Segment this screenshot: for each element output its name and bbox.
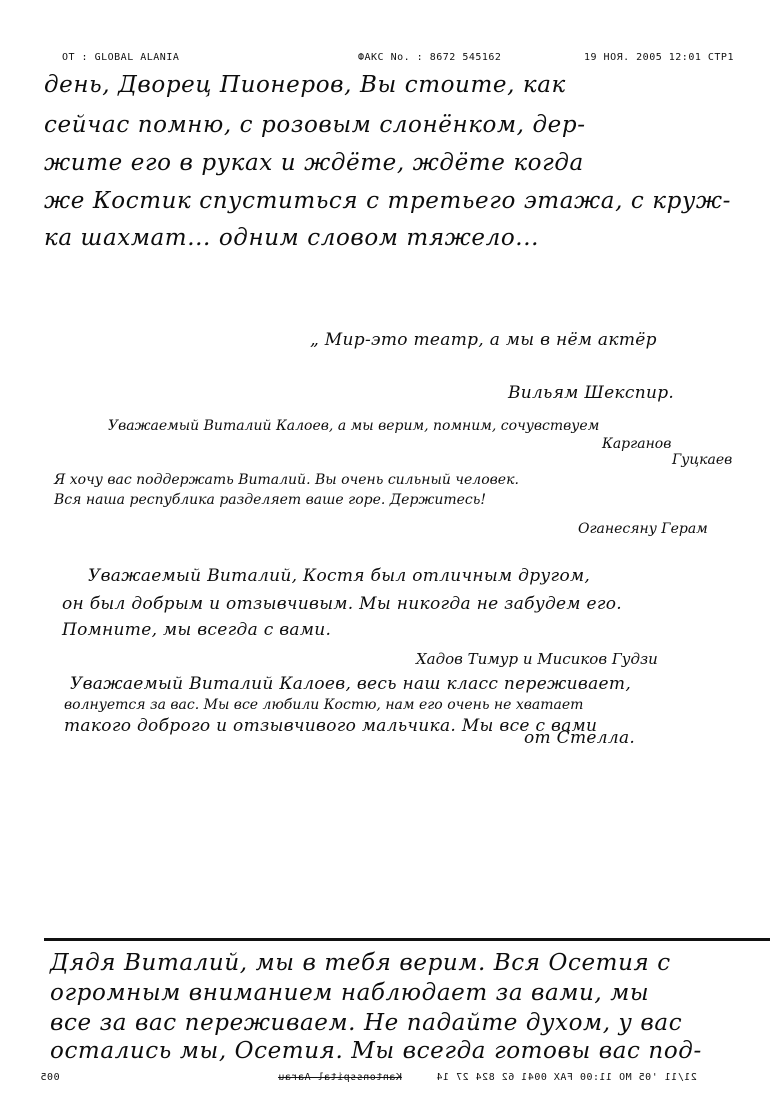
note6-line: огромным вниманием наблюдает за вами, мы [50,980,650,1006]
note2-signature: Гуцкаев [672,452,733,468]
fax-from: OT : GLOBAL ALANIA [62,52,180,63]
note1-line: же Костик спуститься с третьего этажа, с круж- [44,188,732,214]
note3-signature: Оганесяну Герам [578,521,708,537]
note3-line: Я хочу вас поддержать Виталий. Вы очень сильный человек. [54,472,519,488]
note2-text: Уважаемый Виталий Калоев, а мы верим, помним, сочувствуем [108,418,600,434]
quote-author: Вильям Шекспир. [508,383,675,403]
note6-line: остались мы, Осетия. Мы всегда готовы вас под- [50,1038,702,1064]
fax-footer-page [40,1072,60,1083]
page-divider [44,938,770,941]
note5-line: Уважаемый Виталий Калоев, весь наш класс переживает, [70,674,632,694]
note1-line: жите его в руках и ждёте, ждёте когда [44,150,584,176]
fax-footer-text: 21/11 '05 MO 11:00 FAX 0041 62 824 27 14 [436,1072,697,1083]
note4-signature: Хадов Тимур и Мисиков Гудзи [416,650,658,668]
fax-footer-struck [278,1072,402,1083]
fax-page-number: 005 [40,1072,60,1083]
note3-line: Вся наша республика разделяет ваше горе. Держитесь! [54,492,486,508]
fax-struck-sender: Kantonsspital Aarau [278,1072,402,1083]
note6-line: Дядя Виталий, мы в тебя верим. Вся Осетия с [50,950,671,976]
note5-line: такого доброго и отзывчивого мальчика. Мы все с вами [64,716,598,736]
note4-line: он был добрым и отзывчивым. Мы никогда не забудем его. [62,594,623,614]
fax-datetime: 19 НОЯ. 2005 12:01 СТР1 [584,52,734,63]
quote-text: „ Мир-это театр, а мы в нём актёр [310,330,657,350]
note1-line: ка шахмат... одним словом тяжело... [44,225,540,251]
note1-line: день, Дворец Пионеров, Вы стоите, как [44,72,566,98]
fax-footer-line [436,1072,697,1083]
note2-signature: Карганов [602,436,672,452]
note1-line: сейчас помню, с розовым слонёнком, дер- [44,112,586,138]
note5-line: волнуется за вас. Мы все любили Костю, нам его очень не хватает [64,697,584,713]
note5-signature: от Стелла. [524,728,636,748]
note4-line: Помните, мы всегда с вами. [62,620,332,640]
note6-line: все за вас переживаем. Не падайте духом, у вас [50,1010,683,1036]
note4-line: Уважаемый Виталий, Костя был отличным другом, [88,566,591,586]
fax-number: ФАКС No. : 8672 545162 [358,52,502,63]
